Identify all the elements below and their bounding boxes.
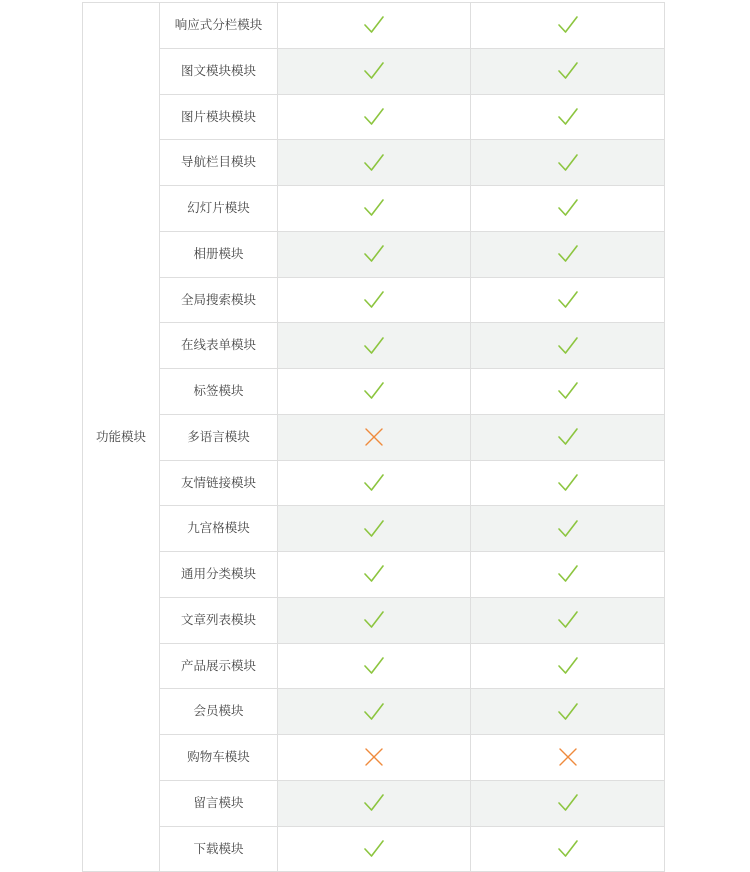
check-icon — [557, 197, 579, 219]
support-cell-col2 — [471, 597, 665, 643]
cross-icon — [363, 746, 385, 768]
table-row — [83, 3, 665, 49]
support-cell-col1 — [278, 94, 471, 140]
module-name: 图文模块模块 — [160, 48, 278, 94]
module-name: 导航栏目模块 — [160, 140, 278, 186]
check-icon — [557, 14, 579, 36]
support-cell-col1 — [278, 231, 471, 277]
table-row — [83, 48, 665, 94]
support-cell-col2 — [471, 323, 665, 369]
support-cell-col2 — [471, 3, 665, 49]
support-cell-col2 — [471, 140, 665, 186]
feature-comparison-table — [82, 2, 665, 872]
check-icon — [363, 563, 385, 585]
check-icon — [557, 335, 579, 357]
support-cell-col2 — [471, 277, 665, 323]
check-icon — [557, 380, 579, 402]
check-icon — [557, 701, 579, 723]
table-row — [83, 643, 665, 689]
table-row — [83, 186, 665, 232]
support-cell-col2 — [471, 414, 665, 460]
check-icon — [363, 838, 385, 860]
support-cell-col1 — [278, 414, 471, 460]
table-row — [83, 689, 665, 735]
check-icon — [363, 380, 385, 402]
check-icon — [363, 335, 385, 357]
check-icon — [363, 152, 385, 174]
module-name: 图片模块模块 — [160, 94, 278, 140]
table-row — [83, 231, 665, 277]
check-icon — [557, 518, 579, 540]
module-name: 标签模块 — [160, 369, 278, 415]
check-icon — [363, 792, 385, 814]
table-row — [83, 94, 665, 140]
module-name: 响应式分栏模块 — [160, 3, 278, 49]
support-cell-col1 — [278, 826, 471, 872]
check-icon — [557, 563, 579, 585]
support-cell-col1 — [278, 460, 471, 506]
category-label: 功能模块 — [83, 3, 160, 872]
table-row — [83, 735, 665, 781]
support-cell-col2 — [471, 735, 665, 781]
table-body — [83, 3, 665, 872]
module-name: 九宫格模块 — [160, 506, 278, 552]
module-name: 多语言模块 — [160, 414, 278, 460]
support-cell-col1 — [278, 369, 471, 415]
table-row — [83, 460, 665, 506]
module-name: 留言模块 — [160, 780, 278, 826]
support-cell-col2 — [471, 186, 665, 232]
support-cell-col1 — [278, 643, 471, 689]
support-cell-col2 — [471, 552, 665, 598]
support-cell-col1 — [278, 597, 471, 643]
support-cell-col2 — [471, 689, 665, 735]
check-icon — [557, 655, 579, 677]
support-cell-col2 — [471, 780, 665, 826]
check-icon — [363, 197, 385, 219]
module-name: 下载模块 — [160, 826, 278, 872]
support-cell-col1 — [278, 323, 471, 369]
table-row — [83, 506, 665, 552]
check-icon — [557, 106, 579, 128]
module-name: 购物车模块 — [160, 735, 278, 781]
check-icon — [557, 60, 579, 82]
support-cell-col1 — [278, 140, 471, 186]
support-cell-col1 — [278, 552, 471, 598]
support-cell-col1 — [278, 780, 471, 826]
module-name: 文章列表模块 — [160, 597, 278, 643]
check-icon — [557, 609, 579, 631]
table-row — [83, 826, 665, 872]
module-name: 全局搜索模块 — [160, 277, 278, 323]
module-name: 产品展示模块 — [160, 643, 278, 689]
support-cell-col1 — [278, 3, 471, 49]
module-name: 通用分类模块 — [160, 552, 278, 598]
table-row — [83, 780, 665, 826]
check-icon — [557, 243, 579, 265]
check-icon — [557, 838, 579, 860]
module-name: 会员模块 — [160, 689, 278, 735]
cross-icon — [557, 746, 579, 768]
support-cell-col1 — [278, 689, 471, 735]
check-icon — [557, 289, 579, 311]
support-cell-col2 — [471, 94, 665, 140]
check-icon — [363, 701, 385, 723]
support-cell-col1 — [278, 186, 471, 232]
support-cell-col2 — [471, 231, 665, 277]
support-cell-col1 — [278, 48, 471, 94]
table-row — [83, 597, 665, 643]
support-cell-col1 — [278, 735, 471, 781]
support-cell-col2 — [471, 369, 665, 415]
support-cell-col2 — [471, 506, 665, 552]
table-row — [83, 140, 665, 186]
check-icon — [557, 426, 579, 448]
cross-icon — [363, 426, 385, 448]
support-cell-col1 — [278, 506, 471, 552]
check-icon — [363, 243, 385, 265]
table-row — [83, 552, 665, 598]
check-icon — [363, 609, 385, 631]
check-icon — [363, 106, 385, 128]
table-row — [83, 277, 665, 323]
check-icon — [363, 60, 385, 82]
check-icon — [363, 289, 385, 311]
check-icon — [363, 655, 385, 677]
module-name: 友情链接模块 — [160, 460, 278, 506]
check-icon — [557, 152, 579, 174]
check-icon — [557, 472, 579, 494]
check-icon — [363, 472, 385, 494]
module-name: 幻灯片模块 — [160, 186, 278, 232]
check-icon — [557, 792, 579, 814]
support-cell-col1 — [278, 277, 471, 323]
module-name: 在线表单模块 — [160, 323, 278, 369]
support-cell-col2 — [471, 826, 665, 872]
check-icon — [363, 14, 385, 36]
support-cell-col2 — [471, 48, 665, 94]
support-cell-col2 — [471, 460, 665, 506]
table-row — [83, 414, 665, 460]
check-icon — [363, 518, 385, 540]
module-name: 相册模块 — [160, 231, 278, 277]
support-cell-col2 — [471, 643, 665, 689]
table-row — [83, 323, 665, 369]
table-row — [83, 369, 665, 415]
